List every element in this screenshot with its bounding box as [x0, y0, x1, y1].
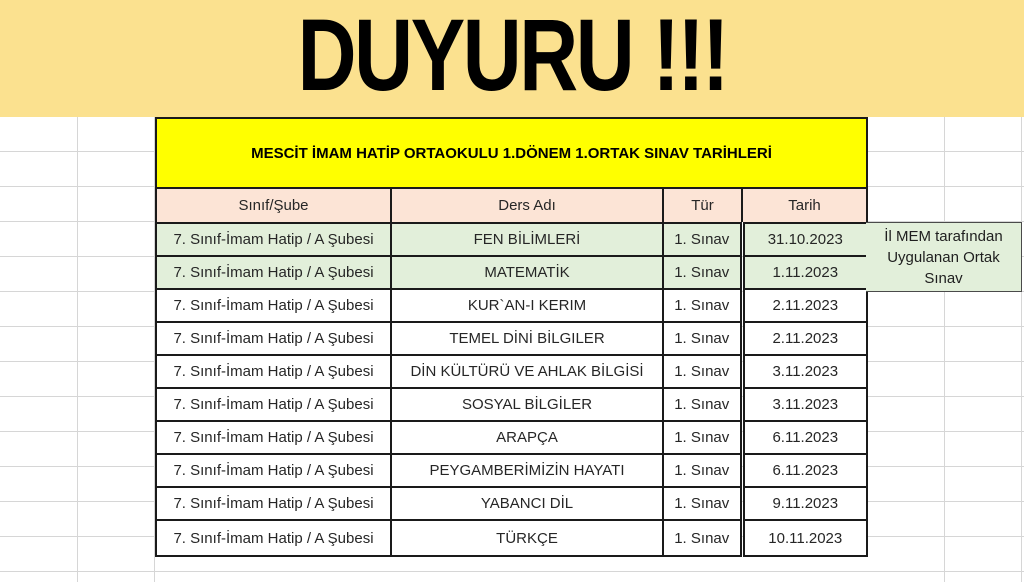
announcement-title: DUYURU !!!	[297, 0, 727, 112]
table-row	[156, 355, 867, 388]
cell-date[interactable]: 1.11.2023	[742, 256, 867, 289]
cell-type[interactable]: 1. Sınav	[663, 520, 742, 556]
announcement-banner	[0, 0, 1024, 118]
cell-date[interactable]: 10.11.2023	[742, 520, 867, 556]
column-header-date[interactable]: Tarih	[742, 188, 867, 223]
cell-class[interactable]: 7. Sınıf-İmam Hatip / A Şubesi	[156, 454, 391, 487]
cell-type[interactable]: 1. Sınav	[663, 388, 742, 421]
note-line: Sınav	[924, 269, 963, 287]
cell-type[interactable]: 1. Sınav	[663, 289, 742, 322]
cell-date[interactable]: 6.11.2023	[742, 421, 867, 454]
table-row	[156, 256, 867, 289]
cell-class[interactable]: 7. Sınıf-İmam Hatip / A Şubesi	[156, 223, 391, 256]
table-title-row	[156, 118, 867, 188]
cell-type[interactable]: 1. Sınav	[663, 487, 742, 520]
table-row	[156, 223, 867, 256]
cell-date[interactable]: 2.11.2023	[742, 289, 867, 322]
table-row	[156, 520, 867, 556]
gridline-vertical	[944, 117, 945, 582]
cell-date[interactable]: 3.11.2023	[742, 388, 867, 421]
cell-course[interactable]: YABANCI DİL	[391, 487, 663, 520]
table-row	[156, 289, 867, 322]
cell-type[interactable]: 1. Sınav	[663, 421, 742, 454]
table-row	[156, 322, 867, 355]
table-header-row	[156, 188, 867, 223]
note-line: İl MEM tarafından	[884, 227, 1003, 245]
table-row	[156, 454, 867, 487]
cell-course[interactable]: FEN BİLİMLERİ	[391, 223, 663, 256]
table-title-cell[interactable]: MESCİT İMAM HATİP ORTAOKULU 1.DÖNEM 1.ORTAK SINAV TARİHLERİ	[156, 118, 867, 188]
column-header-type[interactable]: Tür	[663, 188, 742, 223]
cell-date[interactable]: 3.11.2023	[742, 355, 867, 388]
table-row	[156, 487, 867, 520]
column-header-course[interactable]: Ders Adı	[391, 188, 663, 223]
cell-course[interactable]: DİN KÜLTÜRÜ VE AHLAK BİLGİSİ	[391, 355, 663, 388]
cell-class[interactable]: 7. Sınıf-İmam Hatip / A Şubesi	[156, 388, 391, 421]
cell-class[interactable]: 7. Sınıf-İmam Hatip / A Şubesi	[156, 487, 391, 520]
cell-class[interactable]: 7. Sınıf-İmam Hatip / A Şubesi	[156, 355, 391, 388]
cell-type[interactable]: 1. Sınav	[663, 322, 742, 355]
column-header-class[interactable]: Sınıf/Şube	[156, 188, 391, 223]
cell-type[interactable]: 1. Sınav	[663, 256, 742, 289]
cell-date[interactable]: 31.10.2023	[742, 223, 867, 256]
cell-class[interactable]: 7. Sınıf-İmam Hatip / A Şubesi	[156, 289, 391, 322]
cell-course[interactable]: MATEMATİK	[391, 256, 663, 289]
cell-course[interactable]: TÜRKÇE	[391, 520, 663, 556]
cell-class[interactable]: 7. Sınıf-İmam Hatip / A Şubesi	[156, 421, 391, 454]
table-row	[156, 388, 867, 421]
table-row	[156, 421, 867, 454]
note-cell[interactable]	[866, 222, 1022, 292]
cell-class[interactable]: 7. Sınıf-İmam Hatip / A Şubesi	[156, 256, 391, 289]
gridline-vertical	[77, 117, 78, 582]
cell-date[interactable]: 2.11.2023	[742, 322, 867, 355]
cell-course[interactable]: KUR`AN-I KERIM	[391, 289, 663, 322]
cell-date[interactable]: 9.11.2023	[742, 487, 867, 520]
cell-type[interactable]: 1. Sınav	[663, 355, 742, 388]
cell-class[interactable]: 7. Sınıf-İmam Hatip / A Şubesi	[156, 322, 391, 355]
note-line: Uygulanan Ortak	[887, 248, 1000, 266]
cell-class[interactable]: 7. Sınıf-İmam Hatip / A Şubesi	[156, 520, 391, 556]
cell-course[interactable]: PEYGAMBERİMİZİN HAYATI	[391, 454, 663, 487]
cell-course[interactable]: TEMEL DİNİ BİLGILER	[391, 322, 663, 355]
exam-schedule-table	[155, 117, 868, 557]
cell-course[interactable]: SOSYAL BİLGİLER	[391, 388, 663, 421]
gridline-vertical	[1021, 117, 1022, 582]
cell-type[interactable]: 1. Sınav	[663, 223, 742, 256]
cell-type[interactable]: 1. Sınav	[663, 454, 742, 487]
cell-date[interactable]: 6.11.2023	[742, 454, 867, 487]
cell-course[interactable]: ARAPÇA	[391, 421, 663, 454]
